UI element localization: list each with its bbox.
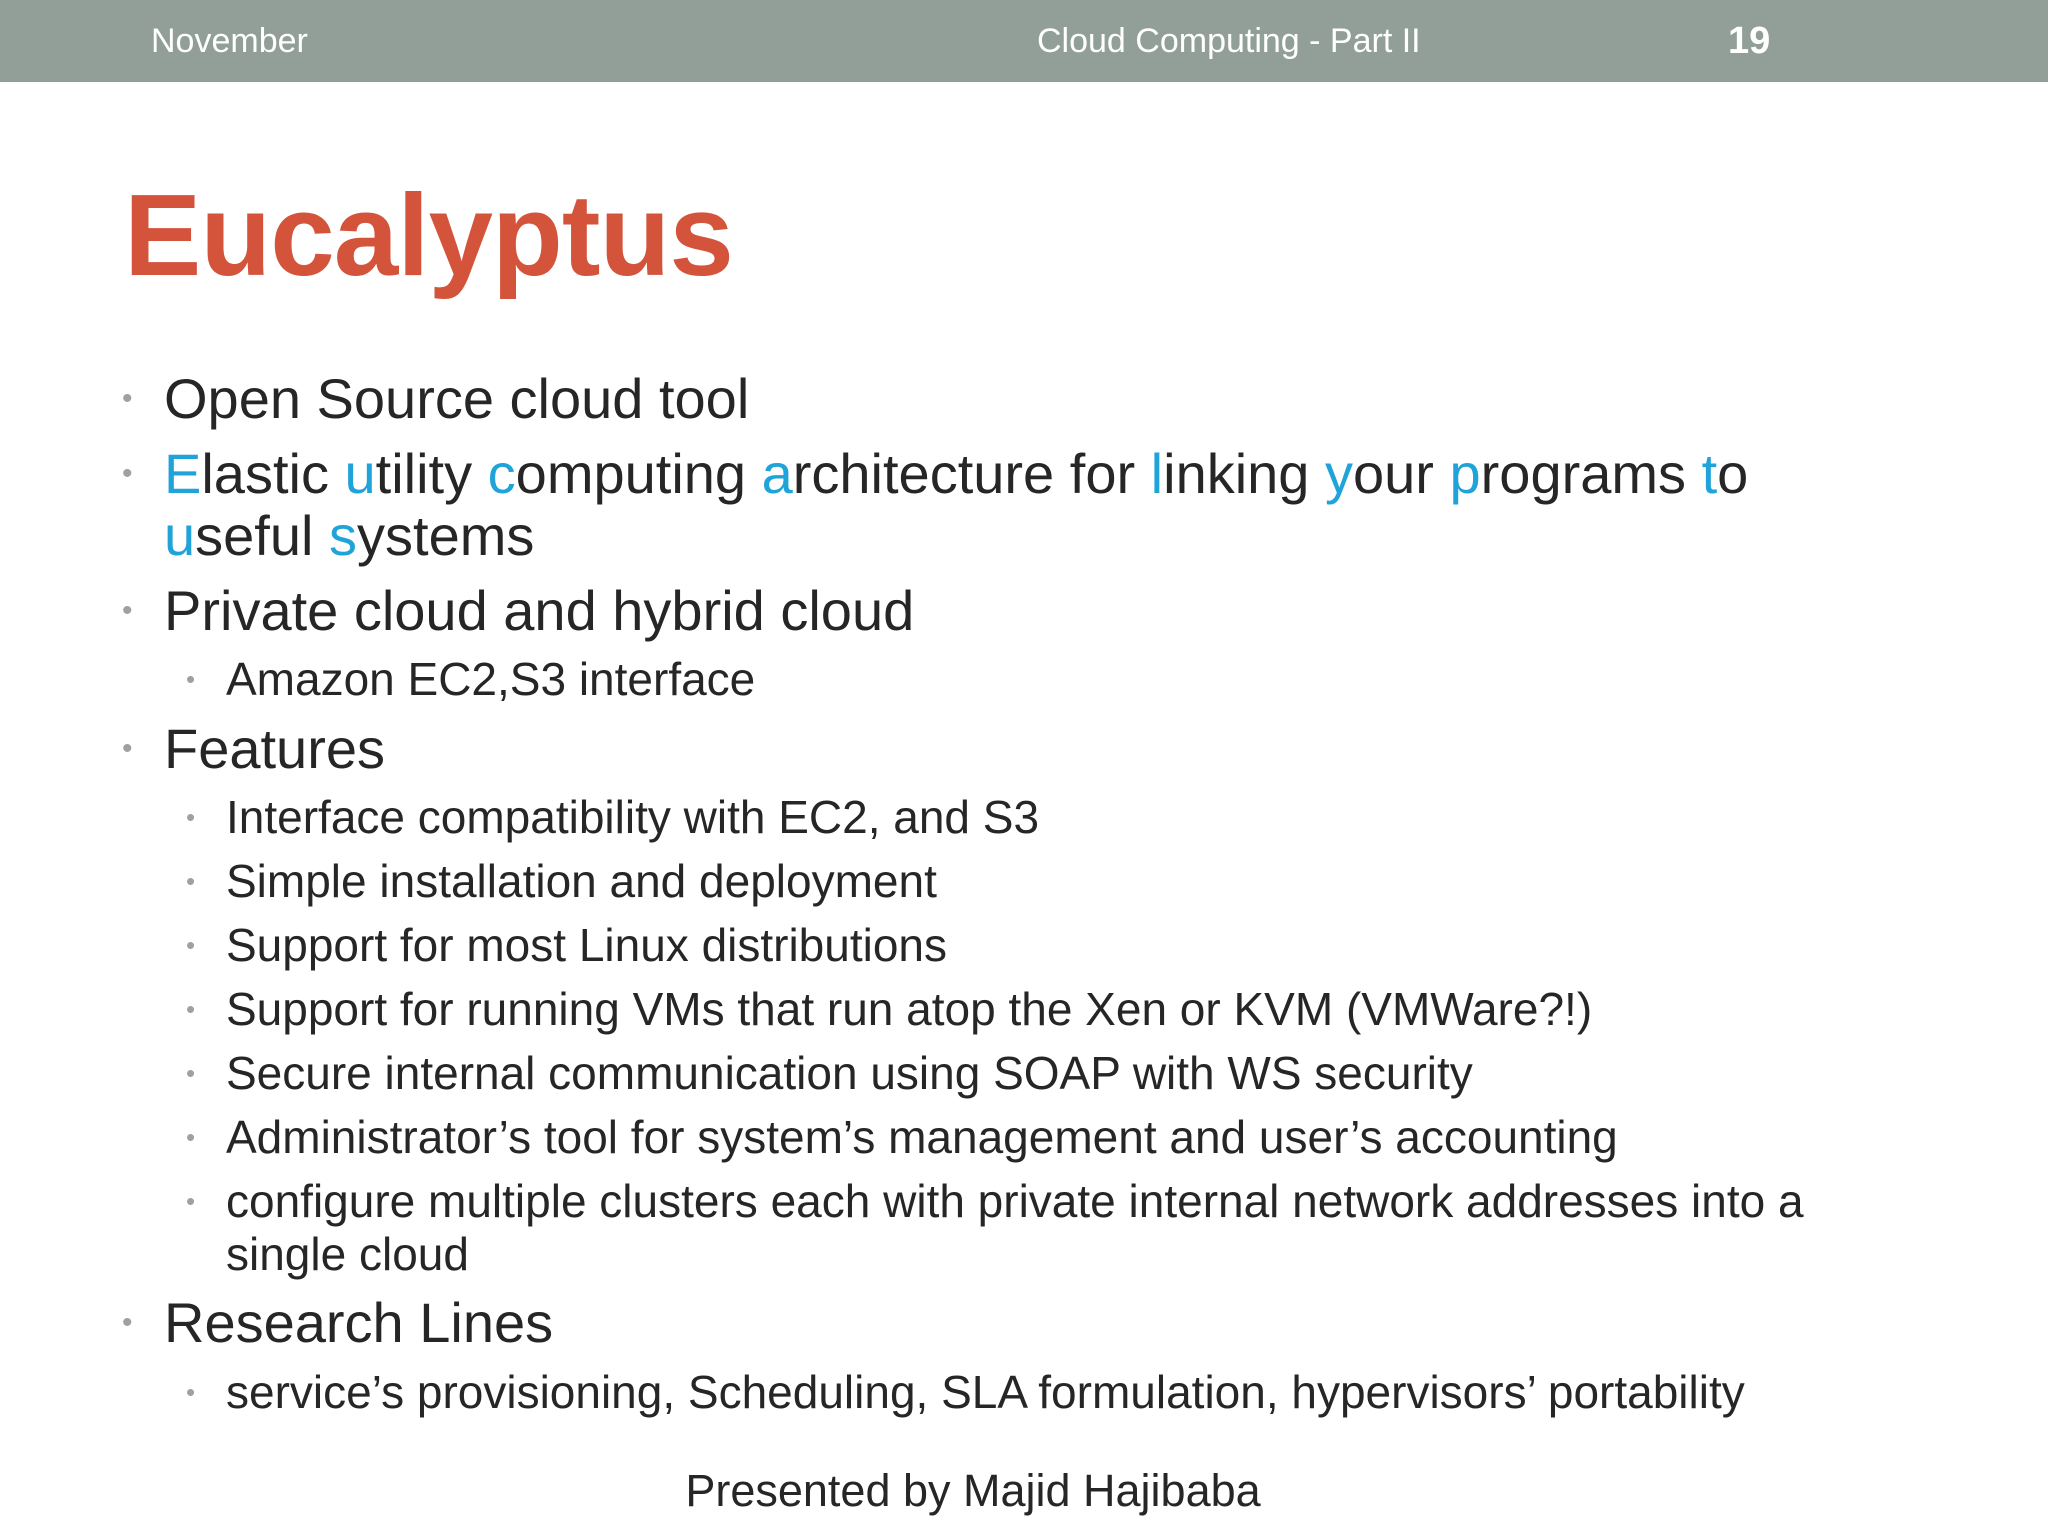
- footer: [0, 1463, 2048, 1519]
- sub-list-item: [186, 1110, 1618, 1164]
- bullet-icon: •: [122, 1306, 133, 1339]
- bullet-icon: •: [186, 1377, 196, 1407]
- bullet-text: Administrator’s tool for system’s management and user’s accounting: [226, 1111, 1618, 1163]
- bullet-text: service’s provisioning, Scheduling, SLA formulation, hypervisors’ portability: [226, 1366, 1745, 1418]
- bullet-text-line: useful systems: [164, 504, 535, 567]
- bullet-icon: •: [122, 457, 133, 490]
- list-item: [122, 1291, 554, 1354]
- sub-list-item: [186, 1174, 1804, 1228]
- sub-list-item: [186, 982, 1593, 1036]
- page-number: 19: [1728, 20, 1771, 62]
- bullet-text: Support for running VMs that run atop the Xen or KVM (VMWare?!): [226, 983, 1593, 1035]
- slide-title: Eucalyptus: [124, 170, 733, 300]
- bullet-text: Secure internal communication using SOAP with WS security: [226, 1047, 1473, 1099]
- bullet-icon: •: [186, 1122, 196, 1152]
- sub-list-item: [186, 652, 756, 706]
- list-item: [122, 717, 385, 780]
- bullet-icon: •: [122, 382, 133, 415]
- bullet-text: Open Source cloud tool: [164, 367, 750, 430]
- sub-list-item: [186, 918, 948, 972]
- list-item: [122, 367, 750, 430]
- bullet-text: configure multiple clusters each with private internal network addresses into a: [226, 1175, 1804, 1227]
- header-date: November: [151, 22, 308, 60]
- sub-list-item: [186, 854, 937, 908]
- bullet-text: Support for most Linux distributions: [226, 919, 948, 971]
- list-item: [122, 579, 915, 642]
- bullet-icon: •: [186, 866, 196, 896]
- sub-list-item: [186, 1365, 1745, 1419]
- bullet-icon: •: [122, 594, 133, 627]
- bullet-icon: •: [186, 1058, 196, 1088]
- bullet-text: single cloud: [226, 1228, 469, 1280]
- bullet-text: Amazon EC2,S3 interface: [226, 653, 756, 705]
- sub-list-item-continuation: [226, 1227, 469, 1281]
- bullet-icon: •: [186, 664, 196, 694]
- bullet-icon: •: [186, 930, 196, 960]
- list-item: [122, 442, 1749, 505]
- bullet-icon: •: [186, 994, 196, 1024]
- bullet-icon: •: [186, 1186, 196, 1216]
- sub-list-item: [186, 790, 1040, 844]
- bullet-text: Features: [164, 717, 385, 780]
- bullet-text-line: Elastic utility computing architecture for linking your programs to: [164, 442, 1749, 505]
- header-title: Cloud Computing - Part II: [1037, 22, 1421, 60]
- bullet-text: Research Lines: [164, 1291, 554, 1354]
- list-item-continuation: [164, 505, 534, 567]
- presenter-credit: Presented by Majid Hajibaba: [685, 1465, 1261, 1516]
- bullet-text: Simple installation and deployment: [226, 855, 937, 907]
- bullet-text: Private cloud and hybrid cloud: [164, 579, 915, 642]
- sub-list-item: [186, 1046, 1473, 1100]
- bullet-icon: •: [186, 802, 196, 832]
- bullet-icon: •: [122, 732, 133, 765]
- bullet-text: Interface compatibility with EC2, and S3: [226, 791, 1040, 843]
